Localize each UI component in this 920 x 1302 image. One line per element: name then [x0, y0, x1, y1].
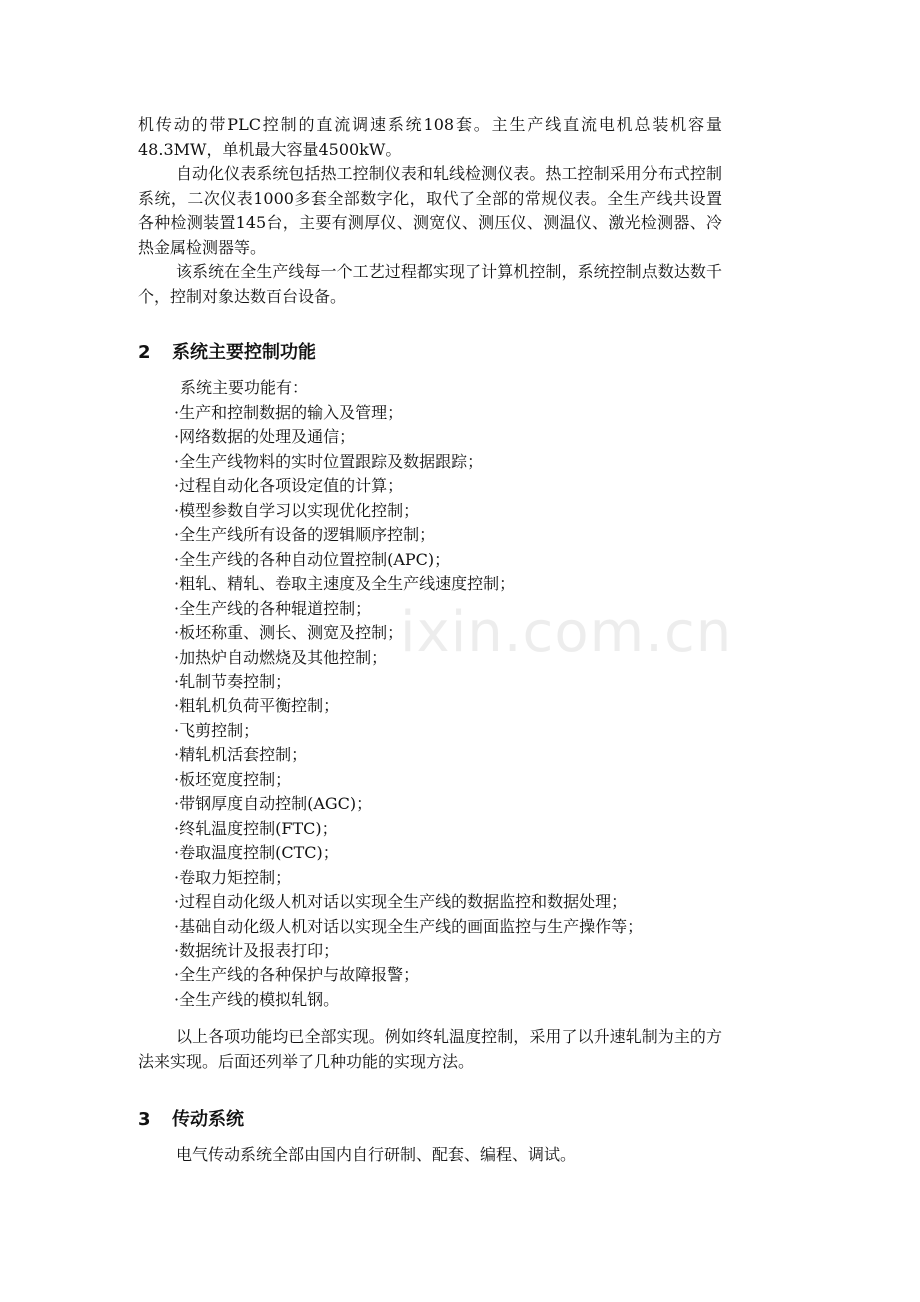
section-3-number: 3 — [138, 1109, 151, 1130]
functions-list — [174, 401, 643, 1012]
list-item: · 全生产线的各种辊道控制； — [174, 597, 643, 621]
section-2-title: 系统主要控制功能 — [172, 342, 316, 363]
list-item: · 带钢厚度自动控制(AGC)； — [174, 792, 643, 816]
section-2-number: 2 — [138, 342, 151, 363]
list-item: · 卷取温度控制(CTC)； — [174, 841, 643, 865]
functions-intro: 系统主要功能有： — [180, 378, 309, 397]
section-3-heading — [138, 1107, 244, 1133]
list-item: · 粗轧、精轧、卷取主速度及全生产线速度控制； — [174, 572, 643, 596]
list-item: · 全生产线的各种保护与故障报警； — [174, 963, 643, 987]
list-item: · 数据统计及报表打印； — [174, 939, 643, 963]
list-item: · 粗轧机负荷平衡控制； — [174, 694, 643, 718]
list-item: · 全生产线物料的实时位置跟踪及数据跟踪； — [174, 450, 643, 474]
functions-closing-paragraph: 以上各项功能均已全部实现。例如终轧温度控制，采用了以升速轧制为主的方法来实现。后面还列举了几种功能的实现方法。 — [138, 1027, 722, 1071]
list-item: · 全生产线的各种自动位置控制(APC)； — [174, 548, 643, 572]
intro-paragraph-2: 自动化仪表系统包括热工控制仪表和轧线检测仪表。热工控制采用分布式控制系统，二次仪表1000多套全部数字化，取代了全部的常规仪表。全生产线共设置各种检测装置145台，主要有测厚仪、测宽仪、测压仪、测温仪、激光检测器、冷热金属检测器等。 — [138, 164, 722, 257]
section-3-paragraph: 电气传动系统全部由国内自行研制、配套、编程、调试。 — [176, 1145, 577, 1164]
section-3-title: 传动系统 — [172, 1109, 244, 1130]
list-item: · 板坯宽度控制； — [174, 768, 643, 792]
list-item: · 卷取力矩控制； — [174, 866, 643, 890]
list-item: · 板坯称重、测长、测宽及控制； — [174, 621, 643, 645]
list-item: · 全生产线的模拟轧钢。 — [174, 988, 643, 1012]
intro-paragraph-1: 机传动的带PLC控制的直流调速系统108套。主生产线直流电机总装机容量48.3MW，单机最大容量4500kW。 — [138, 115, 722, 159]
list-item: · 加热炉自动燃烧及其他控制； — [174, 646, 643, 670]
list-item: · 精轧机活套控制； — [174, 743, 643, 767]
list-item: · 飞剪控制； — [174, 719, 643, 743]
list-item: · 全生产线所有设备的逻辑顺序控制； — [174, 523, 643, 547]
list-item: · 终轧温度控制(FTC)； — [174, 817, 643, 841]
list-item: · 轧制节奏控制； — [174, 670, 643, 694]
list-item: · 过程自动化级人机对话以实现全生产线的数据监控和数据处理； — [174, 890, 643, 914]
intro-paragraph-3: 该系统在全生产线每一个工艺过程都实现了计算机控制，系统控制点数达数千个，控制对象达数百台设备。 — [138, 262, 722, 306]
list-item: · 生产和控制数据的输入及管理； — [174, 401, 643, 425]
section-2-heading — [138, 340, 316, 366]
list-item: · 基础自动化级人机对话以实现全生产线的画面监控与生产操作等； — [174, 915, 643, 939]
list-item: · 过程自动化各项设定值的计算； — [174, 474, 643, 498]
watermark: ixin.com.cn — [400, 600, 733, 665]
list-item: · 模型参数自学习以实现优化控制； — [174, 499, 643, 523]
list-item: · 网络数据的处理及通信； — [174, 425, 643, 449]
